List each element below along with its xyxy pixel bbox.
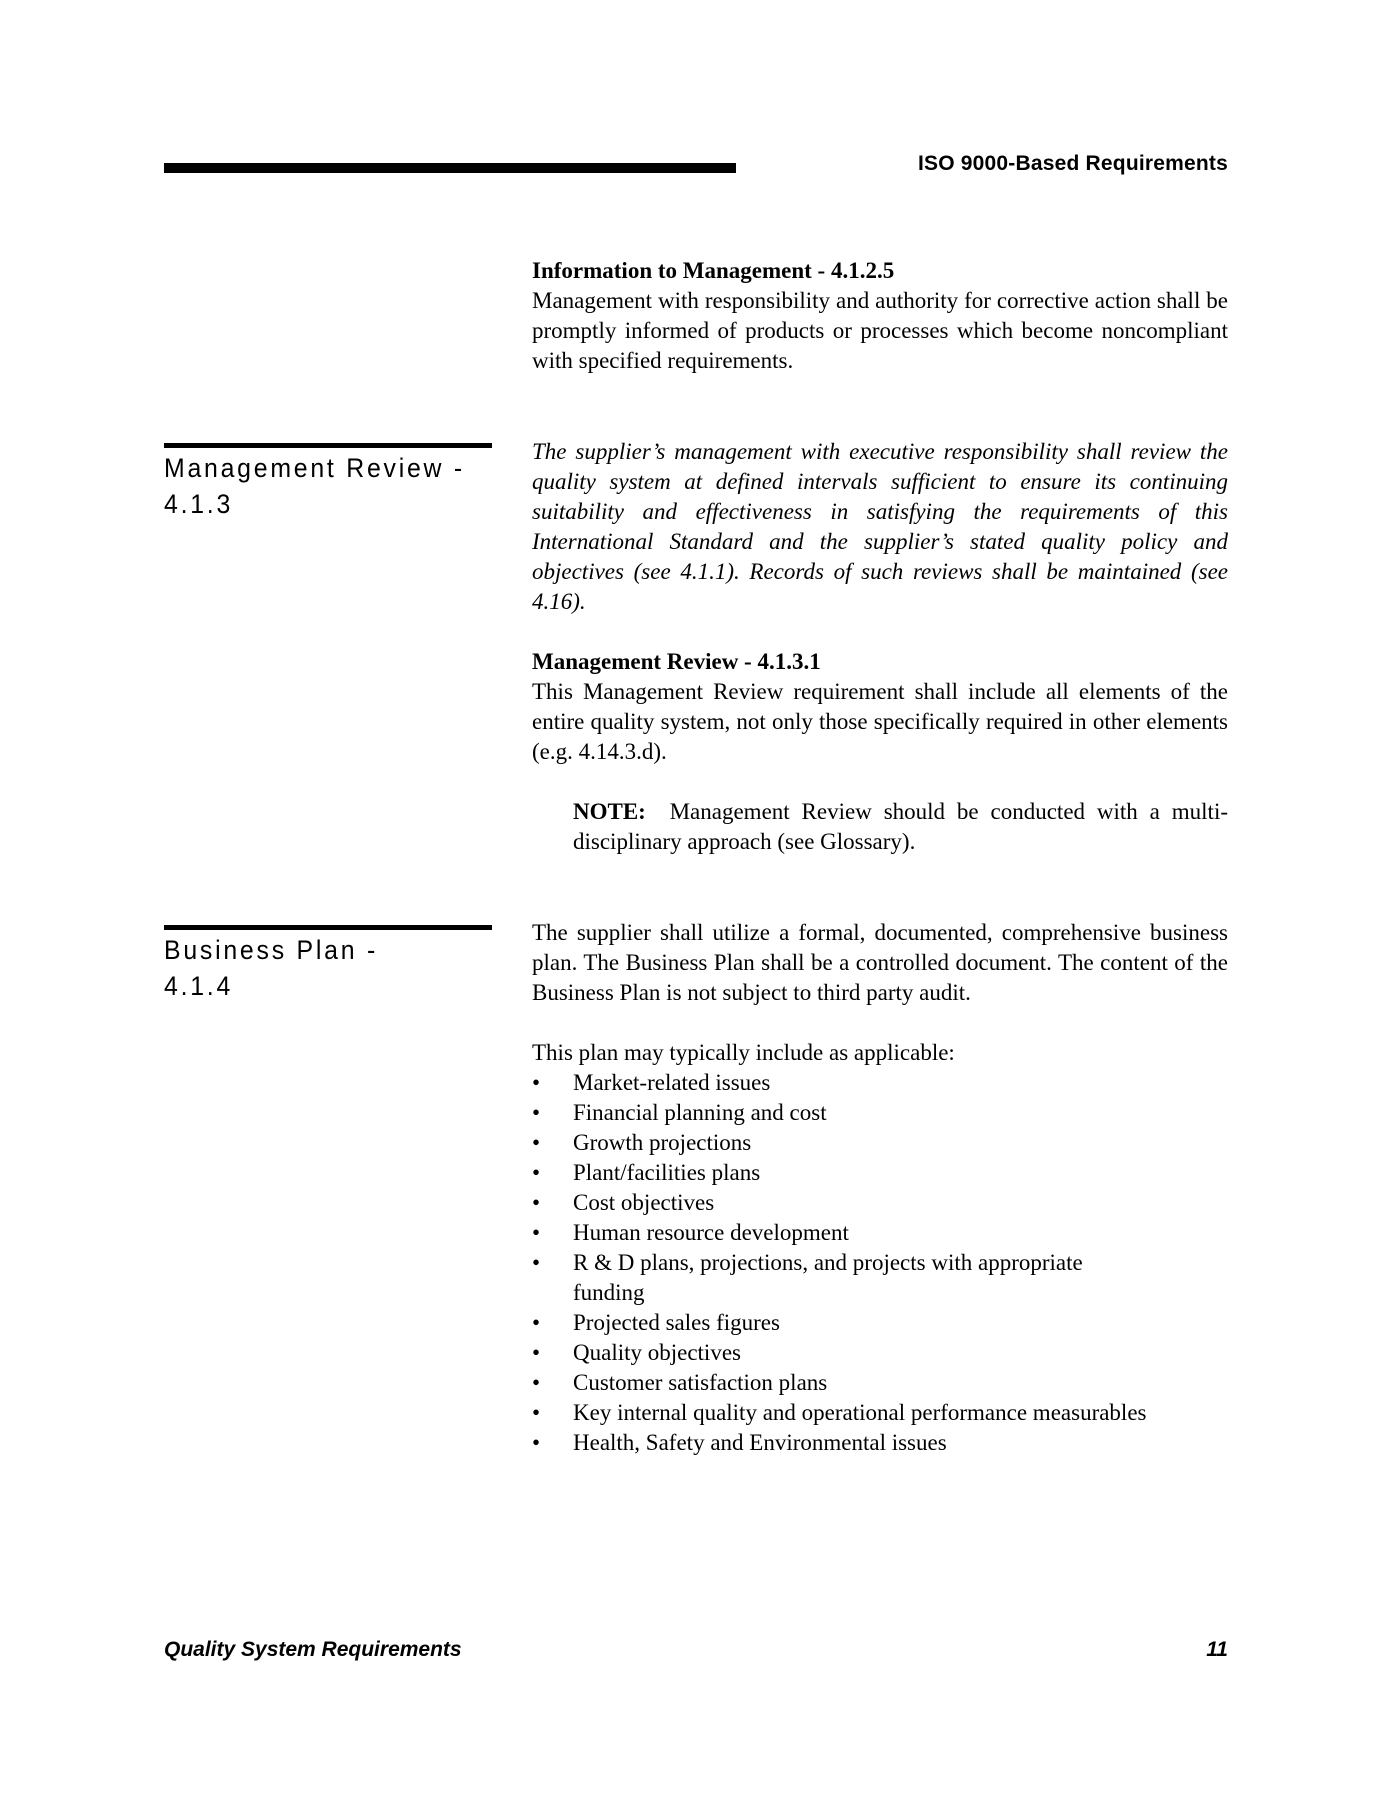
bullet-icon: • <box>532 1370 541 1395</box>
list-item <box>532 1398 1228 1428</box>
note-label: NOTE: <box>573 799 646 824</box>
list-item-text: Financial planning and cost <box>573 1100 827 1125</box>
bullet-icon: • <box>532 1160 541 1185</box>
list-item <box>532 1218 1228 1248</box>
list-item <box>532 1128 1228 1158</box>
bullet-icon: • <box>532 1400 541 1425</box>
list-item <box>532 1068 1228 1098</box>
side-heading-business-plan <box>164 932 477 1004</box>
bullet-icon: • <box>532 1100 541 1125</box>
sub-heading: Management Review - 4.1.3.1 <box>532 649 821 674</box>
bullet-icon: • <box>532 1130 541 1155</box>
list-item <box>532 1368 1228 1398</box>
list-item <box>532 1188 1228 1218</box>
list-item <box>532 1248 1228 1308</box>
bullet-icon: • <box>532 1340 541 1365</box>
list-item-text: Projected sales figures <box>573 1310 780 1335</box>
header-rule <box>164 163 736 173</box>
side-heading-rule <box>164 443 492 448</box>
section-body: Management with responsibility and authority for corrective action shall be promptly informed of products or processes which become noncompliant with specified requirements. <box>532 288 1228 373</box>
list-item <box>532 1098 1228 1128</box>
list-item <box>532 1338 1228 1368</box>
list-item <box>532 1308 1228 1338</box>
business-plan-section <box>532 918 1228 1458</box>
list-item-text: Key internal quality and operational performance measurables <box>573 1400 1147 1425</box>
list-item <box>532 1428 1228 1458</box>
bullet-icon: • <box>532 1190 541 1215</box>
side-heading-line: 4.1.4 <box>164 971 234 1001</box>
list-item-text: R & D plans, projections, and projects with appropriate funding <box>573 1250 1083 1305</box>
list-item-text: Growth projections <box>573 1130 752 1155</box>
list-item-text: Human resource development <box>573 1220 849 1245</box>
info-to-management-section <box>532 256 1228 376</box>
running-header: ISO 9000-Based Requirements <box>917 152 1228 175</box>
iso-text: The supplier’s management with executive responsibility shall review the quality system at defined intervals sufficient to ensure its continuing suitability and effectiveness in satisfying the requirements of this International Standard and the supplier’s stated quality policy and objectives (see 4.1.1). Records of such reviews shall be maintained (see 4.16). <box>532 439 1228 614</box>
list-item-text: Market-related issues <box>573 1070 771 1095</box>
side-heading-management-review <box>164 450 477 522</box>
side-heading-rule <box>164 925 492 930</box>
list-item-text: Health, Safety and Environmental issues <box>573 1430 947 1455</box>
management-review-section <box>532 437 1228 857</box>
note <box>532 797 1228 857</box>
section-heading: Information to Management - 4.1.2.5 <box>532 258 895 283</box>
business-plan-list <box>532 1068 1228 1458</box>
side-heading-line: Business Plan - <box>164 935 378 965</box>
note-text: Management Review should be conducted with a multi-disciplinary approach (see Glossary). <box>573 799 1228 854</box>
bullet-icon: • <box>532 1430 541 1455</box>
bullet-icon: • <box>532 1310 541 1335</box>
footer-title: Quality System Requirements <box>164 1638 462 1661</box>
list-item-text: Plant/facilities plans <box>573 1160 761 1185</box>
bullet-icon: • <box>532 1220 541 1245</box>
sub-body: This Management Review requirement shall include all elements of the entire quality system, not only those specifically required in other elements (e.g. 4.14.3.d). <box>532 679 1228 764</box>
list-item-text: Quality objectives <box>573 1340 741 1365</box>
page-number: 11 <box>1206 1638 1228 1661</box>
list-item-text: Cost objectives <box>573 1190 715 1215</box>
side-heading-line: Management Review - <box>164 453 465 483</box>
bullet-icon: • <box>532 1070 541 1095</box>
list-item-text: Customer satisfaction plans <box>573 1370 828 1395</box>
list-item <box>532 1158 1228 1188</box>
list-intro: This plan may typically include as applicable: <box>532 1040 955 1065</box>
business-plan-body: The supplier shall utilize a formal, documented, comprehensive business plan. The Business Plan shall be a controlled document. The content of the Business Plan is not subject to third party audit. <box>532 920 1228 1005</box>
side-heading-line: 4.1.3 <box>164 489 234 519</box>
bullet-icon: • <box>532 1250 541 1275</box>
